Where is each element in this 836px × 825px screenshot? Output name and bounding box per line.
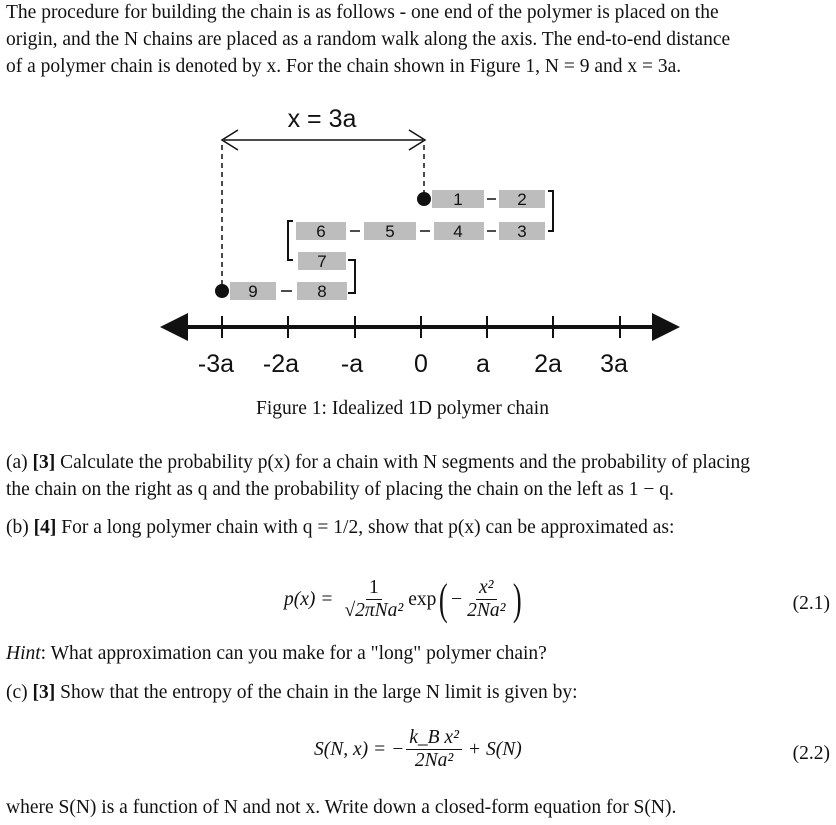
chain-end-dot (215, 284, 229, 298)
equation-2-2 (314, 727, 522, 772)
chain-start-dot (417, 192, 431, 206)
intro-line-1: The procedure for building the chain is as follows - one end of the polymer is placed on the (6, 2, 719, 23)
eq1-number: (2.1) (792, 593, 830, 614)
axis-tick-label: a (476, 350, 490, 378)
eq1-frac-den: √2πNa² (344, 600, 404, 621)
axis-tick-label: -3a (197, 350, 235, 378)
segment-label: 8 (317, 282, 327, 301)
closing-line: where S(N) is a function of N and not x. Write down a closed-form equation for S(N). (6, 797, 677, 818)
hint-label: Hint (6, 643, 41, 664)
hint-text: : What approximation can you make for a "long" polymer chain? (40, 643, 547, 664)
segment-label: 2 (517, 190, 527, 209)
axis-tick-label: 2a (534, 350, 562, 378)
segment-label: 4 (453, 222, 463, 241)
eq1-lhs: p(x) = (284, 588, 334, 610)
eq2-lhs: S(N, x) = − (314, 738, 405, 760)
segment-label: 9 (248, 282, 258, 301)
part-b-text: For a long polymer chain with q = 1/2, show that p(x) can be approximated as: (61, 517, 675, 538)
part-a-text-1: Calculate the probability p(x) for a chain with N segments and the probability of placing (60, 452, 751, 473)
eq1-frac-num: 1 (366, 577, 382, 600)
part-b-label: (b) (6, 517, 29, 538)
axis-tick-label: 3a (600, 350, 628, 378)
part-c-line (6, 682, 578, 704)
eq1-minus: − (451, 588, 463, 610)
intro-line-3: of a polymer chain is denoted by x. For the chain shown in Figure 1, N = 9 and x = 3a. (6, 56, 682, 77)
axis-tick-label: -2a (262, 350, 300, 378)
part-c-marks: [3] (32, 682, 56, 703)
part-a-line-1 (6, 452, 750, 474)
hint-line (6, 643, 547, 665)
eq1-exp: exp (408, 588, 437, 610)
part-a-marks: [3] (32, 452, 56, 473)
eq1-inner-den: 2Na² (467, 600, 506, 621)
figure-caption: Figure 1: Idealized 1D polymer chain (256, 398, 549, 419)
eq2-number: (2.2) (792, 743, 830, 764)
polymer-chain-figure (0, 100, 836, 400)
segment-label: 1 (453, 190, 463, 209)
part-c-text: Show that the entropy of the chain in the large N limit is given by: (60, 682, 578, 703)
part-b-marks: [4] (33, 517, 57, 538)
segment-label: 6 (316, 222, 326, 241)
axis-tick-label: 0 (414, 350, 428, 378)
segment-label: 7 (317, 252, 327, 271)
part-b-line (6, 517, 674, 539)
distance-label: x = 3a (287, 105, 357, 133)
part-c-label: (c) (6, 682, 28, 703)
eq1-inner-num: x² (476, 577, 497, 600)
eq2-frac-den: 2Na² (414, 750, 454, 771)
segment-label: 5 (385, 222, 395, 241)
eq2-rhs: + S(N) (467, 738, 522, 760)
part-a-line-2: the chain on the right as q and the probability of placing the chain on the left as 1 − q. (6, 479, 674, 500)
part-a-label: (a) (6, 452, 28, 473)
intro-line-2: origin, and the N chains are placed as a random walk along the axis. The end-to-end distance (6, 29, 731, 50)
axis-tick-label: -a (340, 350, 364, 378)
segment-label: 3 (517, 222, 527, 241)
equation-2-1: p(x) = $\frac{1}{\text{√2πNa²}}$ exp ( − $\frac{\text{x²}}{\text{2Na²}}$ ) (284, 574, 523, 624)
eq2-frac-num: k_B x² (406, 727, 462, 750)
